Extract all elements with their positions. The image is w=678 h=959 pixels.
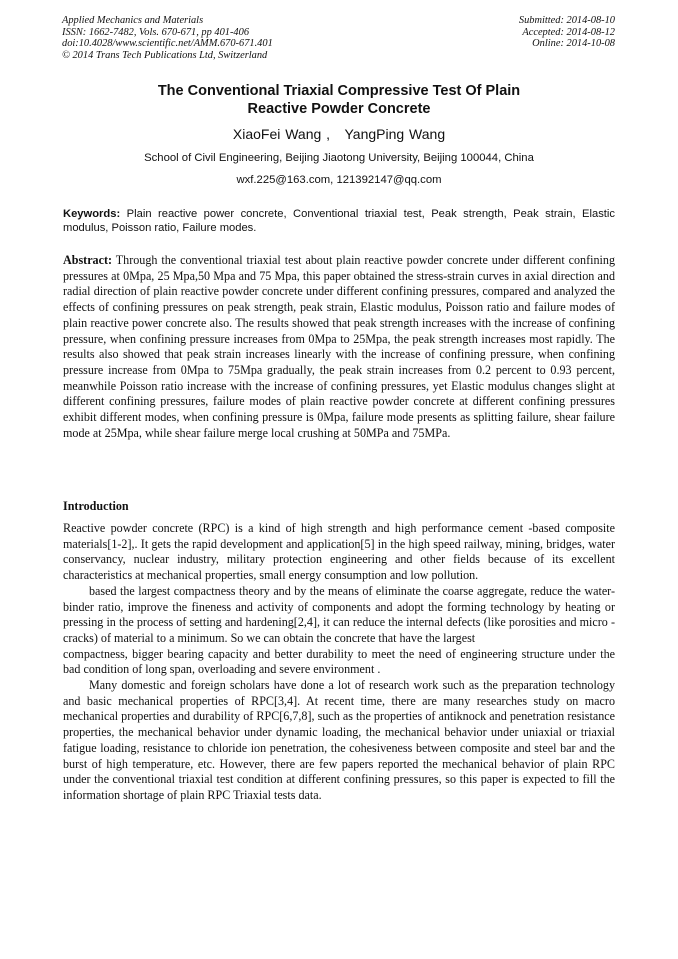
journal-issn: ISSN: 1662-7482, Vols. 670-671, pp 401-406 xyxy=(62,26,250,38)
authors: XiaoFei Wang , YangPing Wang xyxy=(232,126,446,142)
author-emails: wxf.225@163.com, 121392147@qq.com xyxy=(236,174,442,186)
introduction-heading: Introduction xyxy=(63,499,129,513)
journal-copyright: © 2014 Trans Tech Publications Ltd, Switzerland xyxy=(62,49,268,61)
journal-doi: doi:10.4028/www.scientific.net/AMM.670-671.401 xyxy=(62,38,273,50)
journal-name: Applied Mechanics and Materials xyxy=(62,15,204,26)
online-date: Online: 2014-10-08 xyxy=(532,38,615,50)
intro-paragraph-1: Reactive powder concrete (RPC) is a kind of high strength and high performance cement -based composite materials[1-2],. It gets the rapid development and application[5] in the high speed railway, mining, bridges, water conservancy, nuclear industry, military protection engineering and other fields because of its excellent characteristics at mechanical properties, small energy consumption and low pollution. xyxy=(63,521,615,583)
submitted-date: Submitted: 2014-08-10 xyxy=(518,15,615,26)
title-line-2: Reactive Powder Concrete xyxy=(247,101,431,117)
abstract-section xyxy=(63,253,615,441)
keywords-text: Plain reactive power concrete, Conventional triaxial test, Peak strength, Peak strain, Elastic modulus, Poisson ratio, Failure modes. xyxy=(63,208,615,235)
paper-title xyxy=(40,82,638,118)
affiliation: School of Civil Engineering, Beijing Jiaotong University, Beijing 100044, China xyxy=(144,152,534,164)
intro-paragraph-4: Many domestic and foreign scholars have done a lot of research work such as the preparation technology and basic mechanical properties of RPC[3,4]. At recent time, there are many researches study on macro mechanical properties and durability of RPC[6,7,8], such as the properties of antiknock and penetration resistance properties, the mechanical behavior under dynamic loading, the mechanical behavior under uniaxial or triaxial fatigue loading, resistance to chloride ion penetration, the cohesiveness between composite and steel bar and the burst of high temperature, etc. However, there are few papers reported the mechanical behavior of plain RPC under the conventional triaxial test condition at different confining pressures, so this paper is expected to fill the information shortage of plain RPC Triaxial tests data. xyxy=(63,678,615,802)
intro-paragraph-3: compactness, bigger bearing capacity and better durability to meet the need of engineering structure under the bad condition of long span, overloading and severe environment . xyxy=(63,646,615,677)
abstract-text: Through the conventional triaxial test about plain reactive powder concrete under different confining pressures at 0Mpa, 25 Mpa,50 Mpa and 75 Mpa, this paper obtained the stress-strain curves in axial direction and radial direction of plain reactive powder concrete under different confining pressures, compared and analyzed the effects of confining pressures on peak strength, peak strain, Elastic modulus, Poisson ratio and failure modes of plain reactive power concrete also. The results showed that peak strength increases with the increase of confining pressure, when confining pressure increases from 0Mpa to 25Mpa, the peak strength increases most rapidly. The results also showed that peak strain increases linearly with the increase of confining pressure, when confining pressure increase from 0Mpa to 75Mpa gradually, the peak strain increases from 0.2 percent to 0.93 percent, meanwhile Poisson ratio increase with the increase of confining pressures, yet Elastic modulus changes slight at different confining pressures, failure modes of plain reactive powder concrete at different confining pressures exhibit different modes, when confining pressure is 0Mpa, failure mode presents as splitting failure, shear failure mode at 25Mpa, while shear failure merge local crushing at 50MPa and 75MPa. xyxy=(63,253,615,440)
keywords-label: Keywords: xyxy=(63,208,121,220)
abstract-label: Abstract: xyxy=(63,253,113,267)
journal-info-block xyxy=(62,15,273,61)
dates-block xyxy=(519,15,615,50)
keywords-section xyxy=(63,207,615,235)
intro-paragraph-2: based the largest compactness theory and by the means of eliminate the coarse aggregate, reduce the water-binder ratio, improve the fineness and activity of components and adopt the forming technology by heating or pressing in the process of setting and hardening[2,4], it can reduce the internal defects (like porosities and micro -cracks) of material to a minimum. So we can obtain the concrete that have the largest xyxy=(63,583,615,645)
title-line-1: The Conventional Triaxial Compressive Test Of Plain xyxy=(157,83,521,99)
introduction-body xyxy=(63,521,615,804)
accepted-date: Accepted: 2014-08-12 xyxy=(522,26,615,38)
